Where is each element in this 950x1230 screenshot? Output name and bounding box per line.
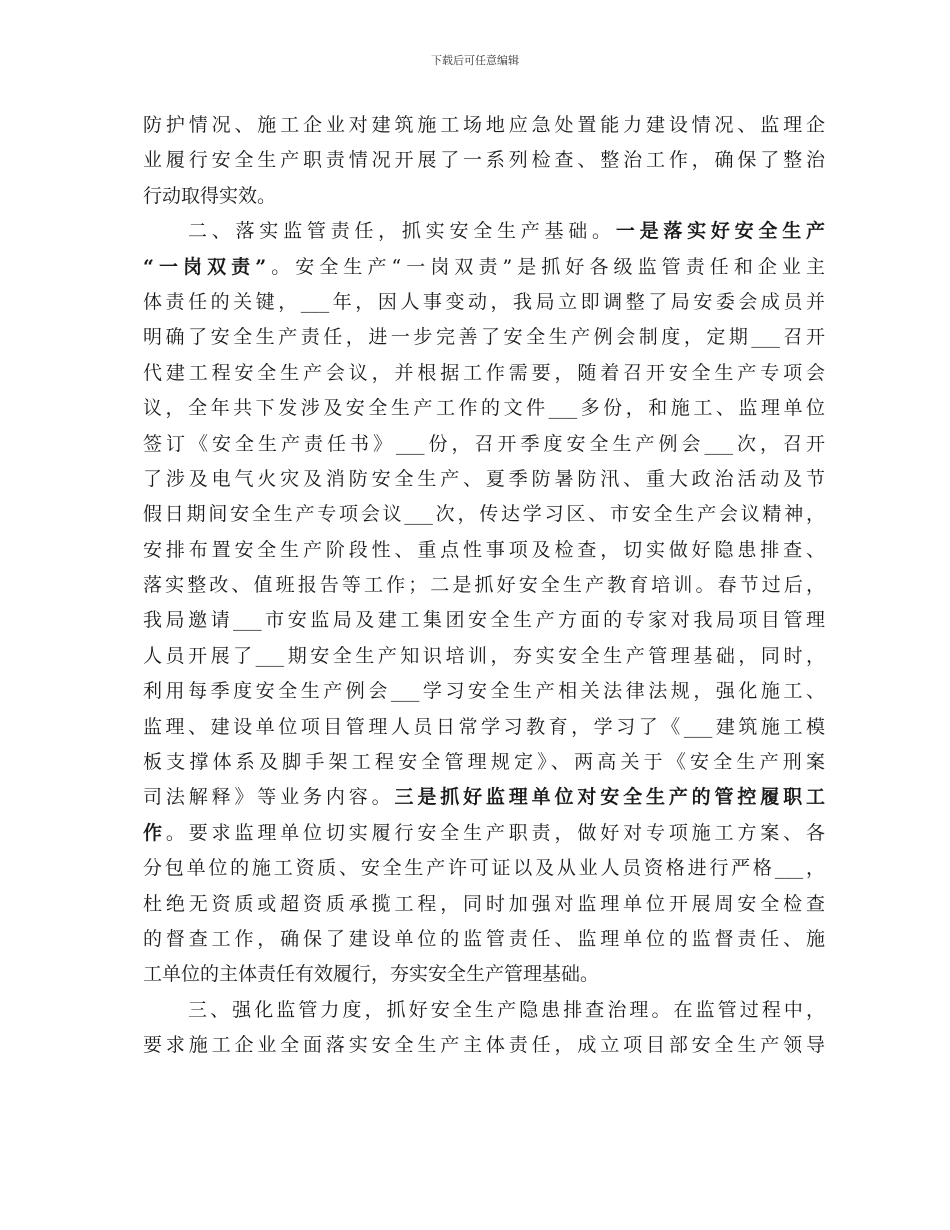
text-line (143, 957, 825, 992)
text-line (143, 674, 825, 709)
text-run: 。安全生产“一岗双责”是抓好各级监管责任和企业主 (266, 255, 825, 278)
text-run: 落实整改、值班报告等工作；二是抓好安全生产教育培训。春节过后， (143, 574, 825, 597)
text-line (143, 285, 825, 320)
text-run: 的督查工作，确保了建设单位的监管责任、监理单位的监督责任、施 (143, 927, 825, 950)
text-run: 板支撑体系及脚手架工程安全管理规定》、两高关于《安全生产刑案 (143, 751, 825, 774)
text-run: 分包单位的施工资质、安全生产许可证以及从业人员资格进行严格___， (143, 857, 825, 880)
text-line (143, 179, 825, 214)
text-line (143, 533, 825, 568)
text-line (143, 320, 825, 355)
text-line (143, 639, 825, 674)
text-line (143, 745, 825, 780)
text-line (143, 250, 825, 285)
text-run: 明确了安全生产责任，进一步完善了安全生产例会制度，定期___召开 (143, 326, 825, 349)
text-line (143, 922, 825, 957)
text-run: 代建工程安全生产会议，并根据工作需要，随着召开安全生产专项会 (143, 361, 825, 384)
text-run: 监理、建设单位项目管理人员日常学习教育，学习了《___建筑施工模 (143, 715, 825, 738)
text-line (143, 1028, 825, 1063)
text-run: 业履行安全生产职责情况开展了一系列检查、整治工作，确保了整治 (143, 149, 825, 172)
text-line (143, 816, 825, 851)
text-run: 议，全年共下发涉及安全生产工作的文件___多份，和施工、监理单位 (143, 397, 825, 420)
text-run: 。要求监理单位切实履行安全生产职责，做好对专项施工方案、各 (165, 821, 825, 844)
text-run: 签订《安全生产责任书》___份，召开季度安全生产例会___次，召开 (143, 432, 825, 455)
text-line (143, 427, 825, 462)
bold-text-run: 一是落实好安全生产 (615, 220, 825, 243)
text-line (143, 143, 825, 178)
text-line (143, 356, 825, 391)
text-line (143, 993, 825, 1028)
text-run: 工单位的主体责任有效履行，夯实安全生产管理基础。 (143, 963, 600, 986)
text-run: 我局邀请___市安监局及建工集团安全生产方面的专家对我局项目管理 (143, 609, 825, 632)
text-run: 人员开展了___期安全生产知识培训，夯实安全生产管理基础，同时， (143, 644, 825, 667)
text-run: 要求施工企业全面落实安全生产主体责任，成立项目部安全生产领导 (143, 1034, 825, 1057)
text-line (143, 497, 825, 532)
text-run: 利用每季度安全生产例会___学习安全生产相关法律法规，强化施工、 (143, 680, 825, 703)
text-run: 司法解释》等业务内容。 (143, 786, 395, 809)
text-line (143, 214, 825, 249)
page-header: 下载后可任意编辑 (431, 54, 519, 67)
text-run: 假日期间安全生产专项会议___次，传达学习区、市安全生产会议精神， (143, 503, 825, 526)
text-run: 体责任的关键，___年，因人事变动，我局立即调整了局安委会成员并 (143, 290, 825, 313)
text-line (143, 710, 825, 745)
bold-text-run: 三是抓好监理单位对安全生产的管控履职工 (394, 786, 825, 809)
text-line (143, 108, 825, 143)
bold-text-run: “一岗双责” (143, 255, 267, 278)
text-line (143, 603, 825, 638)
text-line (143, 462, 825, 497)
bold-text-run: 作 (143, 821, 166, 844)
text-run: 三、强化监管力度，抓好安全生产隐患排查治理。在监管过程中， (188, 998, 825, 1021)
text-run: 防护情况、施工企业对建筑施工场地应急处置能力建设情况、监理企 (143, 114, 825, 136)
text-line (143, 391, 825, 426)
text-line (143, 780, 825, 815)
text-run: 行动取得实效。 (143, 184, 277, 207)
text-line (143, 851, 825, 886)
text-run: 了涉及电气火灾及消防安全生产、夏季防暑防汛、重大政治活动及节 (143, 467, 825, 490)
text-line (143, 568, 825, 603)
document-body (143, 108, 825, 1064)
text-run: 二、落实监管责任，抓实安全生产基础。 (188, 220, 616, 243)
text-line (143, 887, 825, 922)
text-run: 杜绝无资质或超资质承揽工程，同时加强对监理单位开展周安全检查 (143, 892, 825, 915)
text-run: 安排布置安全生产阶段性、重点性事项及检查，切实做好隐患排查、 (143, 538, 825, 561)
